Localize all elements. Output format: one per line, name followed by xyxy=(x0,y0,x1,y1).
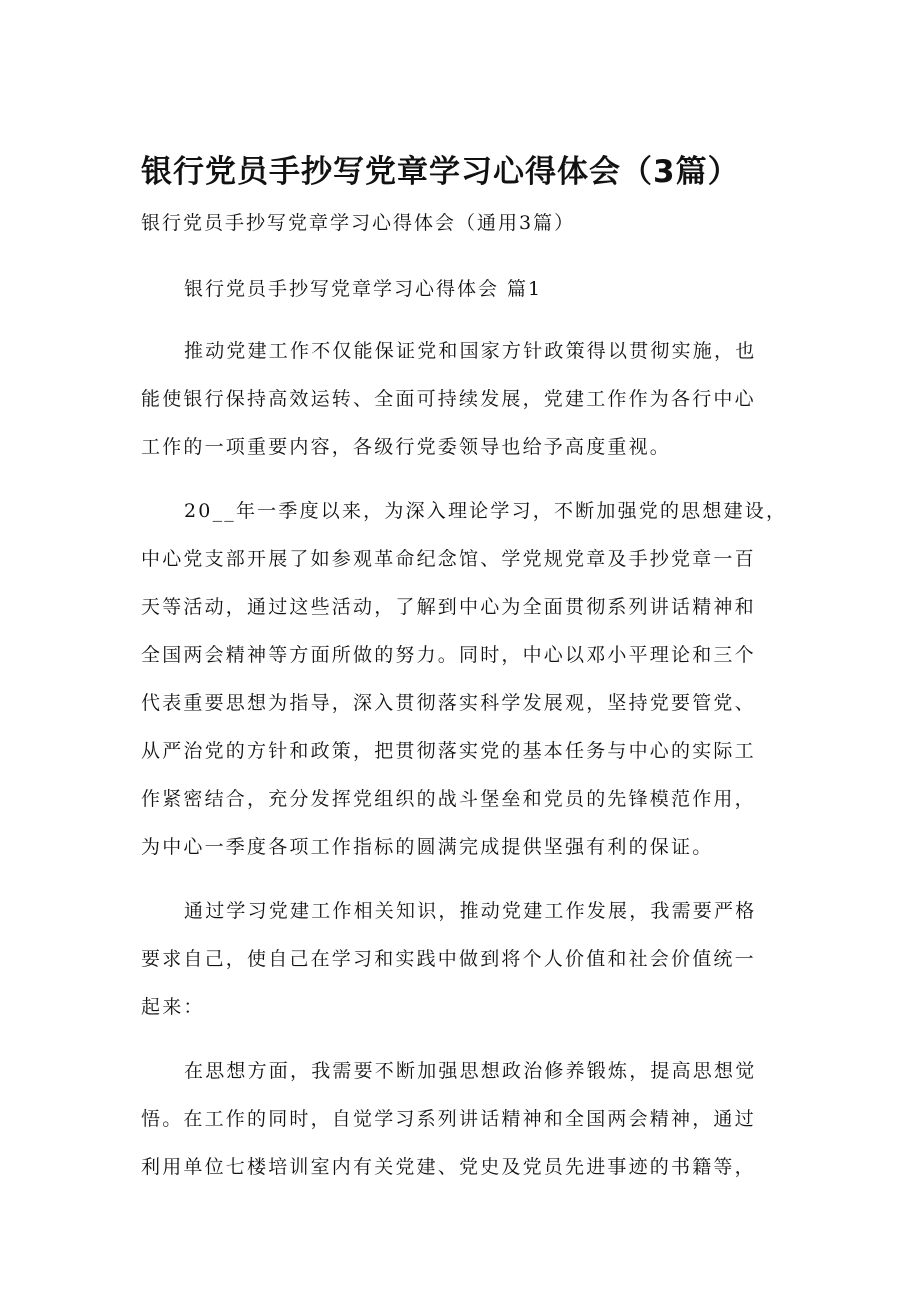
document-title: 银行党员手抄写党章学习心得体会（3篇） xyxy=(141,154,740,190)
document-subtitle: 银行党员手抄写党章学习心得体会（通用3篇） xyxy=(141,212,576,234)
paragraph-line: 悟。在工作的同时，自觉学习系列讲话精神和全国两会精神，通过 xyxy=(141,1108,756,1130)
paragraph-line: 作紧密结合，充分发挥党组织的战斗堡垒和党员的先锋模范作用， xyxy=(141,788,756,810)
paragraph-line: 要求自己，使自己在学习和实践中做到将个人价值和社会价值统一 xyxy=(141,948,756,970)
paragraph-line: 推动党建工作不仅能保证党和国家方针政策得以贯彻实施，也 xyxy=(184,340,757,362)
section-heading: 银行党员手抄写党章学习心得体会 篇1 xyxy=(184,278,543,300)
paragraph-line: 能使银行保持高效运转、全面可持续发展，党建工作作为各行中心 xyxy=(141,388,756,410)
paragraph-line: 天等活动，通过这些活动，了解到中心为全面贯彻系列讲话精神和 xyxy=(141,596,756,618)
paragraph-line: 在思想方面，我需要不断加强思想政治修养锻炼，提高思想觉 xyxy=(184,1060,757,1082)
paragraph-line: 中心党支部开展了如参观革命纪念馆、学党规党章及手抄党章一百 xyxy=(141,548,756,570)
paragraph-line: 20__年一季度以来，为深入理论学习，不断加强党的思想建设， xyxy=(184,500,788,522)
paragraph-line: 代表重要思想为指导，深入贯彻落实科学发展观，坚持党要管党、 xyxy=(141,692,756,714)
paragraph-line: 为中心一季度各项工作指标的圆满完成提供坚强有利的保证。 xyxy=(141,836,714,858)
paragraph-line: 通过学习党建工作相关知识，推动党建工作发展，我需要严格 xyxy=(184,900,757,922)
paragraph-line: 起来： xyxy=(141,996,205,1018)
paragraph-line: 利用单位七楼培训室内有关党建、党史及党员先进事迹的书籍等， xyxy=(141,1156,756,1178)
paragraph-line: 工作的一项重要内容，各级行党委领导也给予高度重视。 xyxy=(141,436,672,458)
paragraph-line: 全国两会精神等方面所做的努力。同时，中心以邓小平理论和三个 xyxy=(141,644,756,666)
paragraph-line: 从严治党的方针和政策，把贯彻落实党的基本任务与中心的实际工 xyxy=(141,740,756,762)
